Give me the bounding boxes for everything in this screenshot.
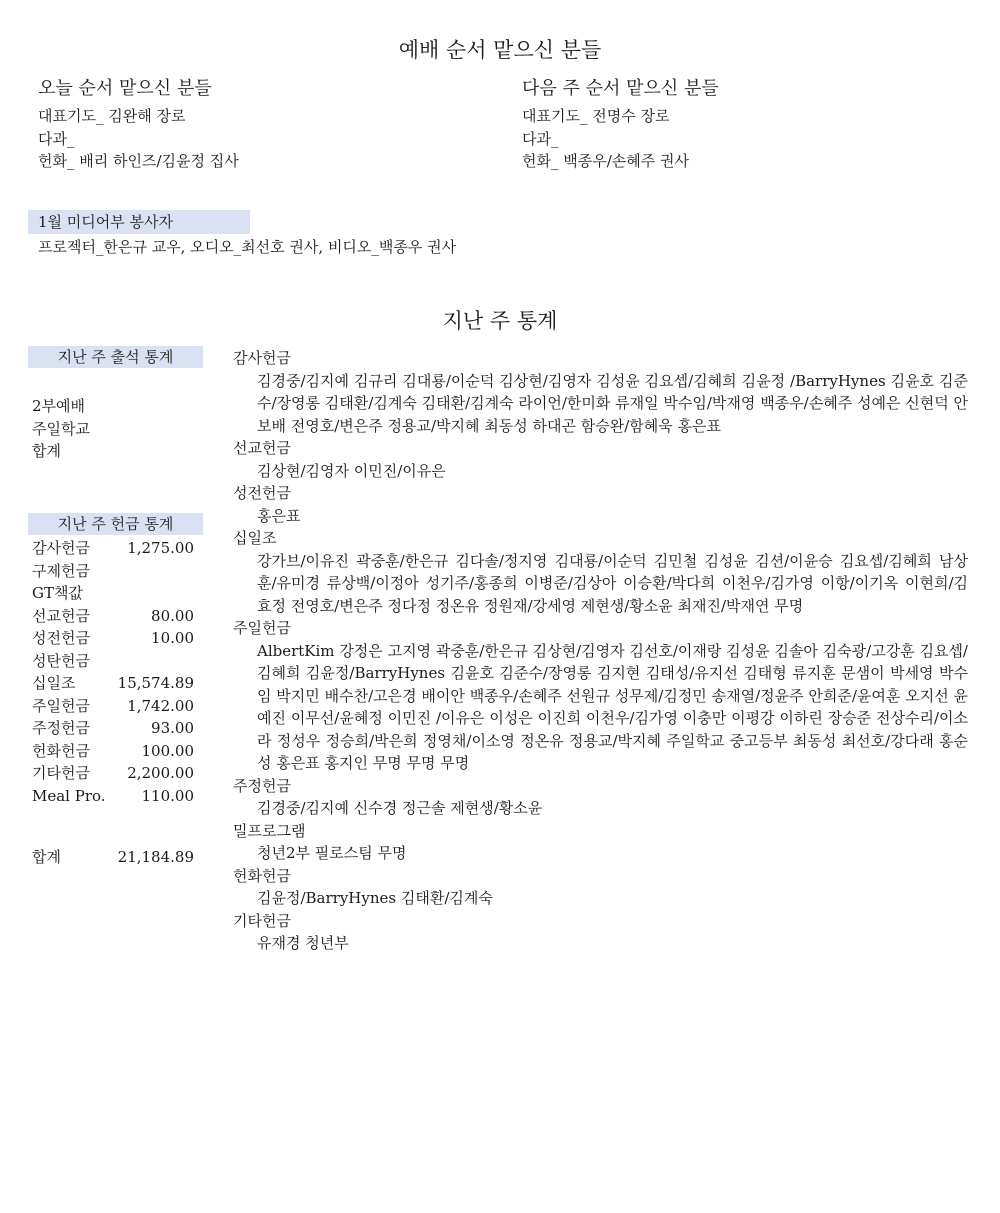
next-dagwa: 다과_ xyxy=(522,129,559,148)
offering-donors: 홍은표 xyxy=(257,506,301,525)
offering-names-list xyxy=(233,347,968,955)
offering-donors: 김상현/김영자 이민진/이유은 xyxy=(257,461,446,480)
attendance-row xyxy=(32,440,194,463)
cash-label: Meal Pro. xyxy=(32,786,106,805)
offering-category: 선교헌금 xyxy=(233,439,291,457)
offering-donors: 청년2부 필로스팀 무명 xyxy=(257,844,407,862)
cash-label: 감사헌금 xyxy=(32,539,90,557)
cash-row xyxy=(32,695,194,718)
cash-label: 성전헌금 xyxy=(32,629,90,647)
offering-donors: 김윤정/BarryHynes 김태환/김계숙 xyxy=(257,889,493,907)
offering-donors: 김경중/김지예 김규리 김대룡/이순덕 김상현/김영자 김성윤 김요셉/김혜희 김윤정 /BarryHynes 김윤호 김준수/장영롱 김태환/김계숙 김태환/김계숙 라이언/한미화 류재일 박수임/박재영 백종우/손혜주 성예은 신현덕 안보배 전영호/변은주 정용교/박지혜 최동성 하대곤 함승완/함혜욱 홍은표 xyxy=(257,371,968,435)
cash-label: 구제헌금 xyxy=(32,561,90,580)
media-heading: 1월 미디어부 봉사자 xyxy=(28,210,250,234)
offering-donors: 유재경 청년부 xyxy=(257,934,349,952)
today-offering: 헌화_ 배리 하인즈/김윤정 집사 xyxy=(38,152,239,170)
next-heading: 다음 주 순서 맡으신 분들 xyxy=(522,78,719,99)
cash-total-amount: 21,184.89 xyxy=(117,848,194,866)
cash-label: 십일조 xyxy=(32,674,76,692)
attendance-table xyxy=(32,395,194,463)
offering-donors: 강가브/이유진 곽중훈/한은규 김다솔/정지영 김대룡/이순덕 김민철 김성윤 김션/이윤승 김요셉/김혜희 남상훈/유미경 류상백/이정아 성기주/홍종희 이병준/김상아 이승환/박다희 이천우/김가영 이항/이기옥 이현희/김효정 전영호/변은주 정다정 정온유 정원재/강세영 제현생/황소윤 최재진/박재연 무명 xyxy=(257,551,968,615)
offering-category: 기타헌금 xyxy=(233,911,291,930)
cash-amount: 1,275.00 xyxy=(127,539,194,557)
next-section xyxy=(522,76,719,173)
cash-row xyxy=(32,740,194,763)
cash-total-label: 합계 xyxy=(32,848,61,866)
cash-amount: 80.00 xyxy=(151,606,194,625)
attendance-row xyxy=(32,418,194,441)
cash-amount: 10.00 xyxy=(151,629,194,647)
today-heading: 오늘 순서 맡으신 분들 xyxy=(38,78,212,99)
next-offering: 헌화_ 백종우/손혜주 권사 xyxy=(522,152,689,170)
cash-row xyxy=(32,537,194,560)
cash-row xyxy=(32,650,194,673)
cash-label: 주일헌금 xyxy=(32,696,90,715)
cash-row xyxy=(32,762,194,785)
attendance-row xyxy=(32,395,194,418)
cash-amount: 15,574.89 xyxy=(117,674,194,692)
cash-row xyxy=(32,672,194,695)
cash-amount: 93.00 xyxy=(151,719,194,737)
offering-category: 십일조 xyxy=(233,529,277,547)
attendance-label: 합계 xyxy=(32,442,61,460)
cash-row xyxy=(32,560,194,583)
cash-row xyxy=(32,605,194,628)
cash-label: 기타헌금 xyxy=(32,764,90,782)
offering-category: 헌화헌금 xyxy=(233,866,291,885)
cash-heading: 지난 주 헌금 통계 xyxy=(28,513,203,535)
offering-category: 주정헌금 xyxy=(233,776,291,795)
cash-row xyxy=(32,717,194,740)
cash-row xyxy=(32,627,194,650)
offering-category: 밀프로그램 xyxy=(233,821,306,840)
worship-title: 예배 순서 맡으신 분들 xyxy=(398,38,602,62)
attendance-label: 주일학교 xyxy=(32,419,90,438)
cash-label: 주정헌금 xyxy=(32,719,90,737)
cash-row xyxy=(32,582,194,605)
today-prayer: 대표기도_ 김완해 장로 xyxy=(38,107,186,125)
offering-category: 주일헌금 xyxy=(233,619,291,637)
cash-amount: 1,742.00 xyxy=(127,696,194,715)
offering-donors: 김경중/김지예 신수경 정근솔 제현생/황소윤 xyxy=(257,799,543,817)
offering-category: 성전헌금 xyxy=(233,484,291,502)
attendance-label: 2부예배 xyxy=(32,397,86,415)
cash-total xyxy=(32,846,194,869)
cash-table xyxy=(32,537,194,807)
today-section xyxy=(38,76,239,173)
today-dagwa: 다과_ xyxy=(38,129,75,148)
cash-label: GT책값 xyxy=(32,584,83,602)
cash-label: 선교헌금 xyxy=(32,606,90,625)
cash-row xyxy=(32,785,194,808)
next-prayer: 대표기도_ 전명수 장로 xyxy=(522,107,670,125)
cash-amount: 110.00 xyxy=(141,786,194,805)
cash-label: 성탄헌금 xyxy=(32,651,90,670)
media-volunteers: 프로젝터_한은규 교우, 오디오_최선호 권사, 비디오_백종우 권사 xyxy=(38,238,457,256)
attendance-heading: 지난 주 출석 통계 xyxy=(28,346,203,368)
cash-amount: 2,200.00 xyxy=(127,764,194,782)
stats-title: 지난 주 통계 xyxy=(442,309,558,333)
cash-label: 헌화헌금 xyxy=(32,741,90,760)
offering-donors: AlbertKim 강정은 고지영 곽중훈/한은규 김상현/김영자 김선호/이재랑 김성윤 김솔아 김숙광/고강훈 김요셉/김혜희 김윤정/BarryHynes 김윤호 김준수/장영롱 김지현 김태성/유지선 김태형 류지훈 문샘이 박세영 박수임 박지민 배수찬/고은경 배이안 백종우/손혜주 선원규 성무제/김정민 송재열/정윤주 안희준/윤여훈 오지선 윤예진 이무선/윤혜정 이민진 /이유은 이성은 이진희 이천우/김가영 이충만 이평강 이하린 장승준 전상수리/이소라 정성우 정승희/박은희 정영채/이소영 정온유 정용교/박지혜 주일학교 중고등부 최동성 최선호/강다래 홍순성 홍은표 홍지인 무명 무명 무명 xyxy=(257,641,968,772)
offering-category: 감사헌금 xyxy=(233,349,291,367)
cash-amount: 100.00 xyxy=(141,741,194,760)
